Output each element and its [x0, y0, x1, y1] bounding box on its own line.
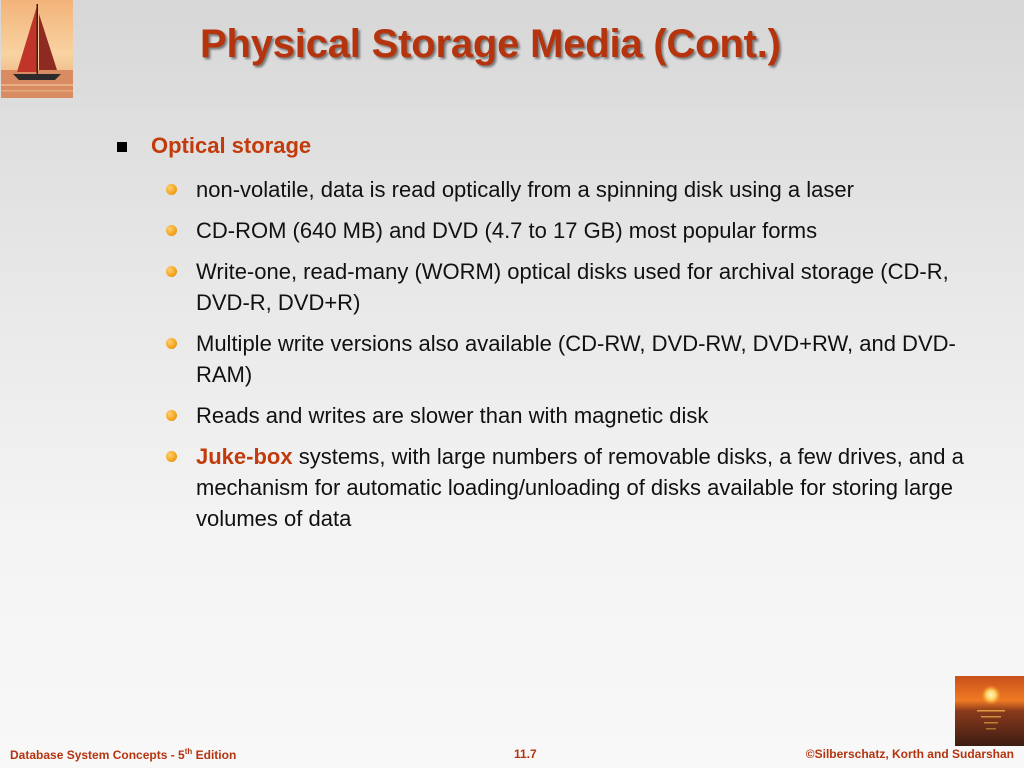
bullet-list — [166, 174, 986, 544]
footer-copyright: ©Silberschatz, Korth and Sudarshan — [805, 747, 1014, 761]
list-item — [166, 256, 986, 318]
section-heading-text: Optical storage — [151, 133, 312, 158]
bullet-text: Reads and writes are slower than with magnetic disk — [196, 403, 709, 428]
footer — [0, 745, 1024, 768]
bullet-text: non-volatile, data is read optically from a spinning disk using a laser — [196, 177, 854, 202]
sunset-image — [955, 676, 1024, 746]
bullet-text: Multiple write versions also available (CD-RW, DVD-RW, DVD+RW, and DVD-RAM) — [196, 331, 956, 387]
bullet-dot-icon — [166, 451, 177, 462]
slide-title: Physical Storage Media (Cont.) — [200, 22, 781, 66]
bullet-text: CD-ROM (640 MB) and DVD (4.7 to 17 GB) most popular forms — [196, 218, 818, 243]
bullet-dot-icon — [166, 225, 177, 236]
list-item — [166, 215, 986, 246]
sailboat-image — [1, 0, 73, 98]
list-item — [166, 441, 986, 534]
bullet-dot-icon — [166, 338, 177, 349]
bullet-highlight: Juke-box — [196, 444, 293, 469]
bullet-text: systems, with large numbers of removable disks, a few drives, and a mechanism for automatic loading/unloading of disks available for storing large volumes of data — [196, 444, 964, 531]
slide-number: 11.7 — [514, 747, 537, 761]
footer-book-title: Database System Concepts - 5th Edition — [10, 747, 237, 762]
bullet-text: Write-one, read-many (WORM) optical disks used for archival storage (CD-R, DVD-R, DVD+R) — [196, 259, 949, 315]
square-bullet-icon — [117, 142, 127, 152]
bullet-dot-icon — [166, 184, 177, 195]
bullet-dot-icon — [166, 266, 177, 277]
bullet-dot-icon — [166, 410, 177, 421]
list-item — [166, 400, 986, 431]
list-item — [166, 328, 986, 390]
section-heading — [117, 133, 311, 159]
list-item — [166, 174, 986, 205]
